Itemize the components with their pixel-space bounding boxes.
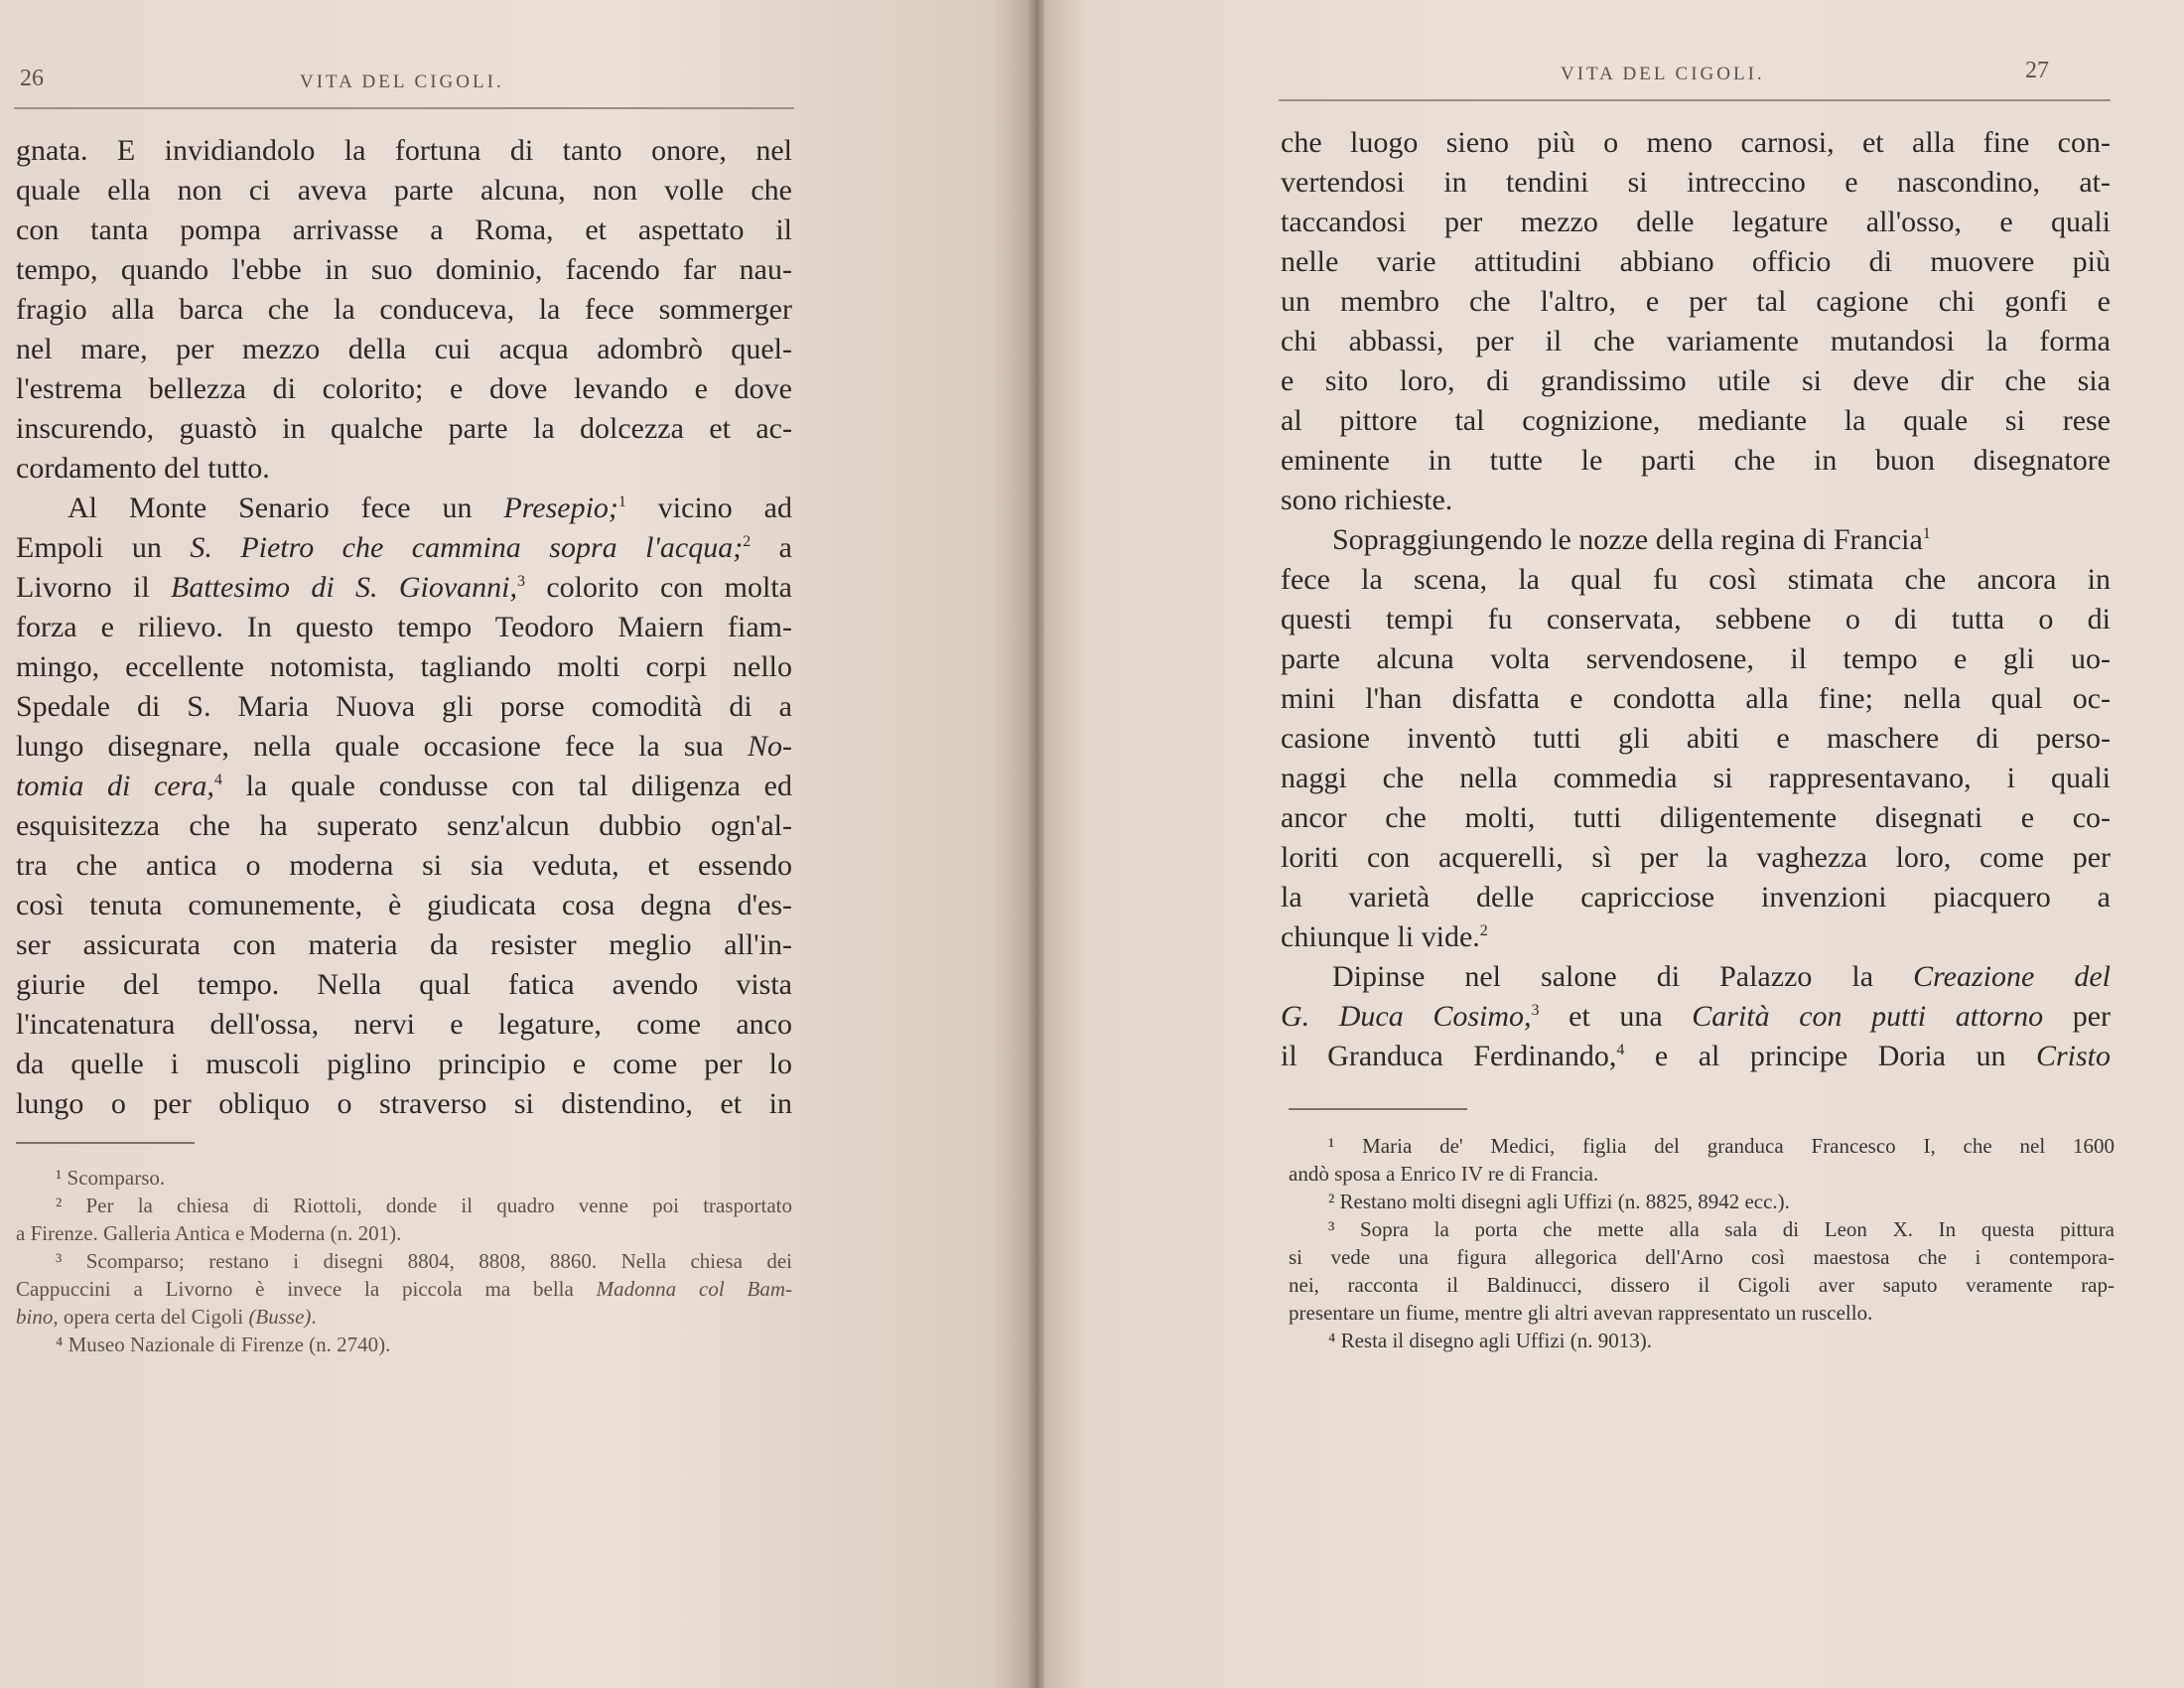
footnote: ³ Sopra la porta che mette alla sala di Leon X. In questa pittura (1328, 1217, 2115, 1241)
text-line: parte alcuna volta servendosene, il tempo e gli uo- (1281, 642, 2111, 675)
text-line: inscurendo, guastò in qualche parte la dolcezza et ac- (16, 412, 792, 445)
right-header-rule (1279, 99, 2111, 101)
text-line: cordamento del tutto. (16, 452, 270, 485)
text-line: Al Monte Senario fece un Presepio;$^1$ vicino ad (68, 492, 792, 524)
text-line: al pittore tal cognizione, mediante la quale si rese (1281, 404, 2111, 437)
text-line: mini l'han disfatta e condotta alla fine; nella qual oc- (1281, 682, 2111, 715)
text-line: chiunque li vide.$^2$ (1281, 920, 1488, 953)
text-line: ser assicurata con materia da resister meglio all'in- (16, 928, 792, 961)
footnote: ¹ Maria de' Medici, figlia del granduca Francesco I, che nel 1600 (1328, 1134, 2115, 1158)
text-line: G. Duca Cosimo,$^3$ et una Carità con putti attorno per (1281, 1000, 2111, 1033)
footnote: ⁴ Museo Nazionale di Firenze (n. 2740). (56, 1333, 391, 1356)
text-line: Livorno il Battesimo di S. Giovanni,$^3$ colorito con molta (16, 571, 792, 604)
text-line: l'incatenatura dell'ossa, nervi e legature, come anco (16, 1008, 792, 1041)
text-line: Empoli un S. Pietro che cammina sopra l'acqua;$^2$ a (16, 531, 792, 564)
text-line: naggi che nella commedia si rappresentavano, i quali (1281, 762, 2111, 794)
text-line: Spedale di S. Maria Nuova gli porse comodità di a (16, 690, 792, 723)
right-page (1044, 0, 2184, 1688)
left-body-text (16, 131, 792, 1124)
text-line: questi tempi fu conservata, sebbene o di tutta o di (1281, 603, 2111, 635)
right-page-number: 27 (2025, 58, 2049, 83)
text-line: casione inventò tutti gli abiti e maschere di perso- (1281, 722, 2111, 755)
footnote: ¹ Scomparso. (56, 1166, 166, 1190)
text-line: nel mare, per mezzo della cui acqua adombrò quel- (16, 333, 792, 365)
left-page (0, 0, 1032, 1688)
text-line: da quelle i muscoli piglino principio e come per lo (16, 1048, 792, 1080)
text-line: eminente in tutte le parti che in buon disegnatore (1281, 444, 2111, 477)
text-line: esquisitezza che ha superato senz'alcun dubbio ogn'al- (16, 809, 792, 842)
text-line: lungo o per obliquo o straverso si distendino, et in (16, 1087, 792, 1120)
right-body-text (1281, 123, 2111, 1076)
text-line: e sito loro, di grandissimo utile si deve dir che sia (1281, 364, 2111, 397)
footnote: ⁴ Resta il disegno agli Uffizi (n. 9013). (1328, 1329, 1652, 1352)
right-footnote-rule (1289, 1108, 1467, 1110)
footnote: si vede una figura allegorica dell'Arno così maestosa che i contempora- (1289, 1245, 2115, 1269)
text-line: sono richieste. (1281, 484, 1453, 516)
left-footnote-rule (16, 1142, 195, 1144)
text-line: gnata. E invidiandolo la fortuna di tanto onore, nel (16, 134, 792, 167)
left-running-head: VITA DEL CIGOLI. (300, 71, 504, 92)
footnote: ² Per la chiesa di Riottoli, donde il quadro venne poi trasportato (56, 1194, 792, 1217)
text-line: nelle varie attitudini abbiano officio di muovere più (1281, 245, 2111, 278)
text-line: l'estrema bellezza di colorito; e dove levando e dove (16, 372, 792, 405)
text-line: il Granduca Ferdinando,$^4$ e al principe Doria un Cristo (1281, 1040, 2112, 1072)
text-line: ancor che molti, tutti diligentemente disegnati e co- (1281, 801, 2111, 834)
text-line: la varietà delle capricciose invenzioni piacquero a (1281, 881, 2111, 914)
text-line: tra che antica o moderna si sia veduta, et essendo (16, 849, 792, 882)
text-line: quale ella non ci aveva parte alcuna, non volle che (16, 174, 792, 207)
right-footnotes (1289, 1132, 2115, 1354)
footnote: ³ Scomparso; restano i disegni 8804, 8808, 8860. Nella chiesa dei (56, 1249, 792, 1273)
text-line: Dipinse nel salone di Palazzo la Creazione del (1332, 960, 2111, 993)
text-line: un membro che l'altro, e per tal cagione chi gonfi e (1281, 285, 2111, 318)
text-line: che luogo sieno più o meno carnosi, et alla fine con- (1281, 126, 2111, 159)
text-line: loriti con acquerelli, sì per la vaghezza loro, come per (1281, 841, 2111, 874)
text-line: tomia di cera,$^4$ la quale condusse con tal diligenza ed (16, 770, 792, 802)
text-line: fragio alla barca che la conduceva, la fece sommerger (16, 293, 792, 326)
text-line: tempo, quando l'ebbe in suo dominio, facendo far nau- (16, 253, 792, 286)
footnote: bino, opera certa del Cigoli (Busse). (16, 1305, 317, 1329)
footnote: nei, racconta il Baldinucci, dissero il Cigoli aver saputo veramente rap- (1289, 1273, 2115, 1297)
footnote: andò sposa a Enrico IV re di Francia. (1289, 1162, 1599, 1186)
text-line: mingo, eccellente notomista, tagliando molti corpi nello (16, 650, 792, 683)
text-line: con tanta pompa arrivasse a Roma, et aspettato il (16, 213, 792, 246)
footnote: ² Restano molti disegni agli Uffizi (n. 8825, 8942 ecc.). (1328, 1190, 1790, 1213)
text-line: forza e rilievo. In questo tempo Teodoro Maiern fiam- (16, 611, 792, 643)
text-line: chi abbassi, per il che variamente mutandosi la forma (1281, 325, 2111, 357)
right-running-head: VITA DEL CIGOLI. (1561, 64, 1765, 84)
text-line: fece la scena, la qual fu così stimata che ancora in (1281, 563, 2111, 596)
left-footnotes (16, 1164, 792, 1358)
text-line: così tenuta comunemente, è giudicata cosa degna d'es- (16, 889, 792, 921)
text-line: lungo disegnare, nella quale occasione fece la sua No- (16, 730, 792, 763)
text-line: giurie del tempo. Nella qual fatica avendo vista (16, 968, 792, 1001)
left-page-number: 26 (20, 66, 44, 91)
footnote: Cappuccini a Livorno è invece la piccola ma bella Madonna col Bam- (16, 1277, 792, 1301)
footnote: presentare un fiume, mentre gli altri avevan rappresentato un ruscello. (1289, 1301, 1873, 1325)
text-line: Sopraggiungendo le nozze della regina di Francia$^1$ (1332, 523, 1931, 556)
footnote: a Firenze. Galleria Antica e Moderna (n. 201). (16, 1221, 402, 1245)
text-line: taccandosi per mezzo delle legature all'osso, e quali (1281, 206, 2111, 238)
left-header-rule (14, 107, 794, 109)
text-line: vertendosi in tendini si intreccino e nascondino, at- (1281, 166, 2111, 199)
